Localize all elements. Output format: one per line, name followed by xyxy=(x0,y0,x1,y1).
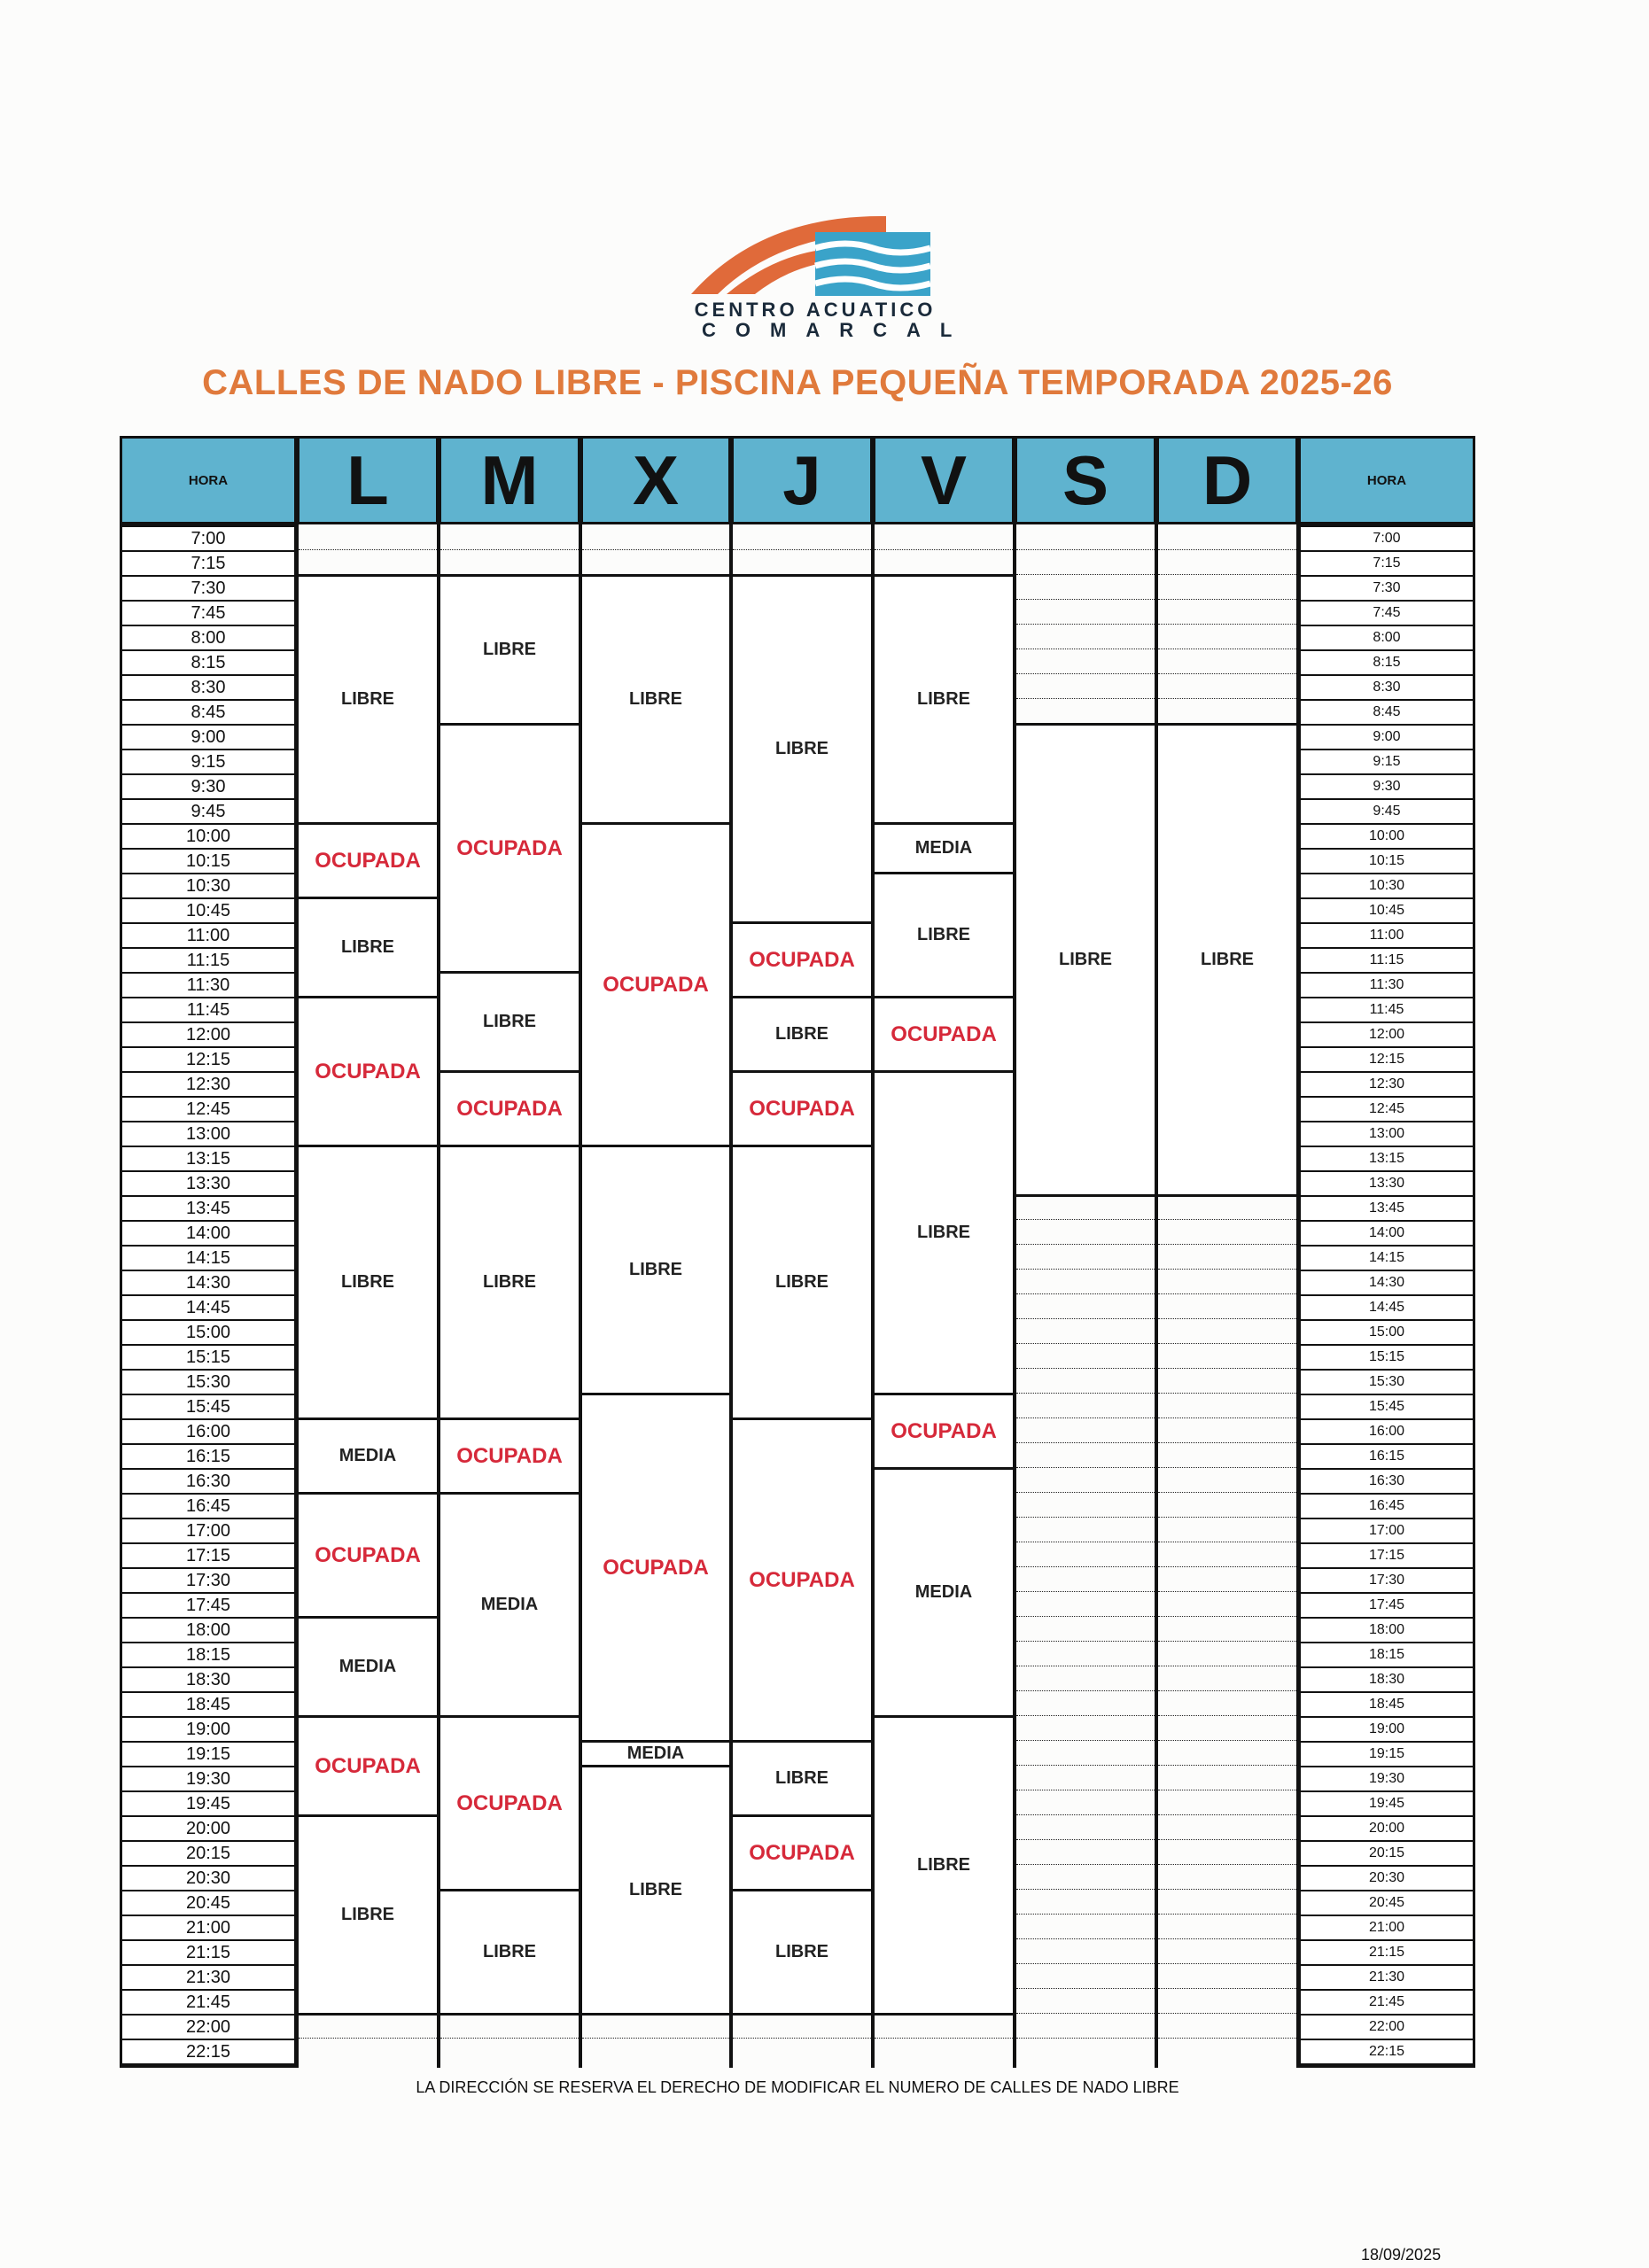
empty-slot-line xyxy=(1016,1963,1155,1964)
empty-slot-line xyxy=(1158,1566,1296,1567)
time-slot: 20:30 xyxy=(1301,1867,1473,1891)
time-slot: 15:00 xyxy=(1301,1321,1473,1346)
empty-slot-line xyxy=(1016,1988,1155,1989)
empty-slot-line xyxy=(1016,1442,1155,1443)
time-slot: 17:30 xyxy=(122,1569,294,1594)
time-slot: 14:00 xyxy=(122,1222,294,1247)
time-slot: 7:45 xyxy=(1301,602,1473,626)
footer-note: LA DIRECCIÓN SE RESERVA EL DERECHO DE MODIFICAR EL NUMERO DE CALLES DE NADO LIBRE xyxy=(416,2078,1179,2096)
time-slot: 12:30 xyxy=(1301,1073,1473,1098)
time-slot: 17:15 xyxy=(1301,1544,1473,1569)
empty-slot-line xyxy=(1016,1492,1155,1493)
empty-slot-line xyxy=(1158,1864,1296,1865)
time-slot: 15:30 xyxy=(1301,1371,1473,1395)
empty-slot-line xyxy=(1016,1690,1155,1691)
slot-ocupada: OCUPADA xyxy=(733,1814,871,1891)
slot-libre: LIBRE xyxy=(733,1145,871,1420)
empty-slot-line xyxy=(1016,1715,1155,1716)
empty-slot-line xyxy=(1158,1715,1296,1716)
time-slot: 15:00 xyxy=(122,1321,294,1346)
slot-libre: LIBRE xyxy=(299,1145,437,1420)
time-slot: 17:00 xyxy=(122,1519,294,1544)
time-slot: 21:00 xyxy=(122,1916,294,1941)
empty-slot-line xyxy=(1158,1517,1296,1518)
slot-libre: LIBRE xyxy=(733,574,871,924)
empty-slot-line xyxy=(1158,1244,1296,1245)
slot-libre: LIBRE xyxy=(440,971,579,1073)
time-slot: 18:45 xyxy=(122,1693,294,1718)
slot-libre: LIBRE xyxy=(733,996,871,1073)
time-slot: 18:00 xyxy=(1301,1619,1473,1643)
empty-slot-line xyxy=(1016,1641,1155,1642)
empty-slot-line xyxy=(1158,1914,1296,1915)
time-slot: 18:15 xyxy=(122,1643,294,1668)
empty-slot-line xyxy=(1158,1318,1296,1319)
time-slot: 14:30 xyxy=(122,1271,294,1296)
logo-line1: CENTRO ACUATICO xyxy=(694,299,937,321)
time-slot: 19:45 xyxy=(1301,1792,1473,1817)
time-slot: 12:30 xyxy=(122,1073,294,1098)
empty-slot-line xyxy=(1158,698,1296,699)
time-slot: 12:45 xyxy=(1301,1098,1473,1122)
slot-media: MEDIA xyxy=(875,822,1013,874)
empty-slot-line xyxy=(1158,1616,1296,1617)
time-slot: 15:15 xyxy=(122,1346,294,1371)
time-slot: 16:15 xyxy=(1301,1445,1473,1470)
time-slot: 12:45 xyxy=(122,1098,294,1122)
empty-slot-line xyxy=(1016,1889,1155,1890)
time-slot: 18:45 xyxy=(1301,1693,1473,1718)
time-slot: 13:15 xyxy=(1301,1147,1473,1172)
slot-ocupada: OCUPADA xyxy=(875,1393,1013,1470)
empty-slot-line xyxy=(1158,2038,1296,2039)
time-slot: 9:45 xyxy=(1301,800,1473,825)
empty-slot-line xyxy=(1158,1814,1296,1815)
slot-ocupada: OCUPADA xyxy=(299,996,437,1147)
time-slot: 20:00 xyxy=(122,1817,294,1842)
slot-media: MEDIA xyxy=(875,1467,1013,1718)
header-day-s: S xyxy=(1015,436,1156,524)
time-slot: 11:15 xyxy=(122,949,294,974)
time-slot: 13:00 xyxy=(1301,1122,1473,1147)
time-slot: 10:30 xyxy=(122,874,294,899)
header-day-l: L xyxy=(297,436,439,524)
time-slot: 19:15 xyxy=(122,1743,294,1767)
empty-slot-line xyxy=(1158,1740,1296,1741)
slot-libre: LIBRE xyxy=(582,1765,729,2016)
empty-slot-line xyxy=(1158,1591,1296,1592)
time-slot: 21:30 xyxy=(1301,1966,1473,1991)
time-slot: 11:00 xyxy=(1301,924,1473,949)
empty-slot-line xyxy=(875,549,1013,550)
time-slot: 14:00 xyxy=(1301,1222,1473,1247)
time-slot: 9:30 xyxy=(1301,775,1473,800)
slot-libre: LIBRE xyxy=(875,872,1013,998)
empty-slot-line xyxy=(1158,1467,1296,1468)
time-slot: 11:15 xyxy=(1301,949,1473,974)
slot-libre: LIBRE xyxy=(875,1715,1013,2016)
time-slot: 18:30 xyxy=(1301,1668,1473,1693)
day-column-l xyxy=(297,524,439,2068)
empty-slot-line xyxy=(582,2038,729,2039)
empty-slot-line xyxy=(1158,1765,1296,1766)
time-slot: 15:45 xyxy=(122,1395,294,1420)
empty-slot-line xyxy=(1158,1393,1296,1394)
time-slot: 8:45 xyxy=(122,701,294,726)
logo-line2: COMARCAL xyxy=(702,319,972,341)
time-slot: 21:45 xyxy=(122,1991,294,2016)
empty-slot-line xyxy=(1016,1591,1155,1592)
empty-slot-line xyxy=(1016,1864,1155,1865)
time-slot: 20:30 xyxy=(122,1867,294,1891)
time-slot: 15:45 xyxy=(1301,1395,1473,1420)
time-slot: 21:15 xyxy=(122,1941,294,1966)
time-slot: 11:45 xyxy=(1301,998,1473,1023)
empty-slot-line xyxy=(1158,1641,1296,1642)
time-slot: 20:45 xyxy=(1301,1891,1473,1916)
empty-slot-line xyxy=(875,2038,1013,2039)
slot-ocupada: OCUPADA xyxy=(299,1492,437,1619)
time-slot: 21:15 xyxy=(1301,1941,1473,1966)
time-slot: 9:00 xyxy=(122,726,294,750)
empty-slot-line xyxy=(1158,673,1296,674)
time-slot: 21:30 xyxy=(122,1966,294,1991)
time-slot: 22:15 xyxy=(1301,2040,1473,2065)
empty-slot-line xyxy=(1016,1368,1155,1369)
time-slot: 16:15 xyxy=(122,1445,294,1470)
time-slot: 9:30 xyxy=(122,775,294,800)
time-slot: 11:45 xyxy=(122,998,294,1023)
slot-libre: LIBRE xyxy=(299,897,437,998)
empty-slot-line xyxy=(1016,1839,1155,1840)
empty-slot-line xyxy=(1016,1219,1155,1220)
day-column-v xyxy=(873,524,1015,2068)
time-slot: 13:15 xyxy=(122,1147,294,1172)
empty-slot-line xyxy=(1158,574,1296,575)
slot-libre: LIBRE xyxy=(875,574,1013,825)
slot-media: MEDIA xyxy=(299,1418,437,1495)
time-slot: 21:45 xyxy=(1301,1991,1473,2016)
empty-slot-line xyxy=(1016,1938,1155,1939)
empty-slot-line xyxy=(1158,1269,1296,1270)
time-slot: 10:45 xyxy=(122,899,294,924)
time-slot: 19:15 xyxy=(1301,1743,1473,1767)
time-slot: 21:00 xyxy=(1301,1916,1473,1941)
empty-slot-line xyxy=(1158,599,1296,600)
time-slot: 8:15 xyxy=(122,651,294,676)
empty-slot-line xyxy=(1016,1740,1155,1741)
empty-slot-line xyxy=(1158,1343,1296,1344)
empty-slot-line xyxy=(1158,1690,1296,1691)
time-slot: 11:30 xyxy=(1301,974,1473,998)
time-slot: 17:00 xyxy=(1301,1519,1473,1544)
empty-slot-line xyxy=(1158,549,1296,550)
time-slot: 18:30 xyxy=(122,1668,294,1693)
time-slot: 9:15 xyxy=(1301,750,1473,775)
day-column-m xyxy=(439,524,580,2068)
header-day-m: M xyxy=(439,436,580,524)
empty-slot-line xyxy=(1158,1889,1296,1890)
empty-slot-line xyxy=(1158,1963,1296,1964)
time-slot: 10:45 xyxy=(1301,899,1473,924)
time-slot: 20:00 xyxy=(1301,1817,1473,1842)
slot-libre: LIBRE xyxy=(733,1740,871,1817)
empty-slot-line xyxy=(1016,1616,1155,1617)
time-slot: 9:15 xyxy=(122,750,294,775)
time-slot: 22:00 xyxy=(1301,2016,1473,2040)
empty-slot-line xyxy=(1016,2038,1155,2039)
slot-ocupada: OCUPADA xyxy=(440,1715,579,1891)
time-slot: 8:45 xyxy=(1301,701,1473,726)
empty-slot-line xyxy=(1016,1343,1155,1344)
empty-slot-line xyxy=(1016,1244,1155,1245)
time-slot: 10:00 xyxy=(1301,825,1473,850)
time-slot: 20:15 xyxy=(122,1842,294,1867)
slot-libre: LIBRE xyxy=(440,1889,579,2016)
time-slot: 10:30 xyxy=(1301,874,1473,899)
empty-slot-line xyxy=(1016,1517,1155,1518)
time-slot: 16:00 xyxy=(122,1420,294,1445)
empty-slot-line xyxy=(1158,1988,1296,1989)
empty-slot-line xyxy=(1158,1219,1296,1220)
slot-ocupada: OCUPADA xyxy=(440,1070,579,1147)
empty-slot-line xyxy=(1158,2013,1296,2014)
slot-ocupada: OCUPADA xyxy=(733,921,871,998)
day-column-d xyxy=(1156,524,1298,2068)
header-hora-left: HORA xyxy=(120,436,297,524)
time-slot: 7:15 xyxy=(122,552,294,577)
time-slot: 17:15 xyxy=(122,1544,294,1569)
slot-ocupada: OCUPADA xyxy=(733,1070,871,1147)
slot-ocupada: OCUPADA xyxy=(299,1715,437,1817)
day-column-j xyxy=(731,524,873,2068)
empty-slot-line xyxy=(1016,1765,1155,1766)
time-slot: 17:45 xyxy=(122,1594,294,1619)
time-slot: 15:30 xyxy=(122,1371,294,1395)
time-slot: 16:00 xyxy=(1301,1420,1473,1445)
day-column-s xyxy=(1015,524,1156,2068)
slot-libre: LIBRE xyxy=(440,1145,579,1420)
slot-libre: LIBRE xyxy=(582,1145,729,1395)
time-slot: 12:15 xyxy=(122,1048,294,1073)
time-slot: 16:45 xyxy=(122,1495,294,1519)
time-slot: 16:45 xyxy=(1301,1495,1473,1519)
time-slot: 12:00 xyxy=(1301,1023,1473,1048)
time-slot: 7:15 xyxy=(1301,552,1473,577)
empty-slot-line xyxy=(1016,599,1155,600)
empty-slot-line xyxy=(1158,1839,1296,1840)
time-slot: 19:30 xyxy=(122,1767,294,1792)
document-date: 18/09/2025 xyxy=(1361,2246,1442,2264)
slot-libre: LIBRE xyxy=(440,574,579,726)
time-slot: 11:30 xyxy=(122,974,294,998)
time-slot: 8:00 xyxy=(1301,626,1473,651)
time-slot: 18:15 xyxy=(1301,1643,1473,1668)
time-slot: 20:45 xyxy=(122,1891,294,1916)
header-day-v: V xyxy=(873,436,1015,524)
time-slot: 14:45 xyxy=(1301,1296,1473,1321)
time-slot: 14:15 xyxy=(122,1247,294,1271)
time-slot: 22:00 xyxy=(122,2016,294,2040)
empty-slot-line xyxy=(1016,673,1155,674)
time-slot: 14:30 xyxy=(1301,1271,1473,1296)
empty-slot-line xyxy=(1016,1393,1155,1394)
time-slot: 19:00 xyxy=(1301,1718,1473,1743)
time-slot: 17:45 xyxy=(1301,1594,1473,1619)
time-slot: 13:30 xyxy=(122,1172,294,1197)
header-day-j: J xyxy=(731,436,873,524)
time-slot: 19:00 xyxy=(122,1718,294,1743)
empty-slot-line xyxy=(440,2038,579,2039)
empty-slot-line xyxy=(733,2038,871,2039)
empty-slot-line xyxy=(299,549,437,550)
time-slot: 13:30 xyxy=(1301,1172,1473,1197)
time-slot: 8:30 xyxy=(122,676,294,701)
time-slot: 22:15 xyxy=(122,2040,294,2065)
empty-slot-line xyxy=(1016,1914,1155,1915)
time-slot: 10:15 xyxy=(1301,850,1473,874)
time-slot: 13:45 xyxy=(122,1197,294,1222)
empty-slot-line xyxy=(1158,624,1296,625)
slot-ocupada: OCUPADA xyxy=(875,996,1013,1073)
empty-slot-line xyxy=(1158,1938,1296,1939)
time-slot: 15:15 xyxy=(1301,1346,1473,1371)
empty-slot-line xyxy=(1016,1318,1155,1319)
empty-slot-line xyxy=(1016,549,1155,550)
time-slot: 10:15 xyxy=(122,850,294,874)
time-slot: 13:00 xyxy=(122,1122,294,1147)
slot-libre: LIBRE xyxy=(1016,723,1155,1197)
time-slot: 8:30 xyxy=(1301,676,1473,701)
time-column-right xyxy=(1298,524,1475,2068)
slot-ocupada: OCUPADA xyxy=(582,1393,729,1743)
slot-ocupada: OCUPADA xyxy=(440,723,579,974)
slot-libre: LIBRE xyxy=(299,574,437,825)
slot-ocupada: OCUPADA xyxy=(733,1418,871,1743)
empty-slot-line xyxy=(1016,1293,1155,1294)
empty-slot-line xyxy=(1016,624,1155,625)
time-slot: 7:30 xyxy=(1301,577,1473,602)
time-slot: 12:00 xyxy=(122,1023,294,1048)
time-slot: 9:45 xyxy=(122,800,294,825)
slot-ocupada: OCUPADA xyxy=(582,822,729,1147)
time-slot: 19:30 xyxy=(1301,1767,1473,1792)
time-slot: 16:30 xyxy=(1301,1470,1473,1495)
empty-slot-line xyxy=(582,549,729,550)
slot-libre: LIBRE xyxy=(875,1070,1013,1395)
time-slot: 9:00 xyxy=(1301,726,1473,750)
slot-libre: LIBRE xyxy=(1158,723,1296,1197)
slot-media: MEDIA xyxy=(582,1740,729,1767)
empty-slot-line xyxy=(1016,1814,1155,1815)
slot-ocupada: OCUPADA xyxy=(440,1418,579,1495)
header-hora-right: HORA xyxy=(1298,436,1475,524)
time-slot: 12:15 xyxy=(1301,1048,1473,1073)
empty-slot-line xyxy=(1016,2013,1155,2014)
empty-slot-line xyxy=(1016,1566,1155,1567)
header-day-x: X xyxy=(580,436,731,524)
empty-slot-line xyxy=(299,2038,437,2039)
time-slot: 14:15 xyxy=(1301,1247,1473,1271)
empty-slot-line xyxy=(1158,1492,1296,1493)
time-slot: 7:30 xyxy=(122,577,294,602)
time-slot: 7:45 xyxy=(122,602,294,626)
empty-slot-line xyxy=(1158,1442,1296,1443)
page-title: CALLES DE NADO LIBRE - PISCINA PEQUEÑA TEMPORADA 2025-26 xyxy=(202,363,1393,402)
day-column-x xyxy=(580,524,731,2068)
time-slot: 17:30 xyxy=(1301,1569,1473,1594)
slot-libre: LIBRE xyxy=(582,574,729,825)
empty-slot-line xyxy=(733,549,871,550)
empty-slot-line xyxy=(1158,1368,1296,1369)
time-slot: 18:00 xyxy=(122,1619,294,1643)
slot-media: MEDIA xyxy=(440,1492,579,1718)
time-slot: 8:00 xyxy=(122,626,294,651)
slot-libre: LIBRE xyxy=(299,1814,437,2016)
time-slot: 7:00 xyxy=(122,527,294,552)
empty-slot-line xyxy=(1016,574,1155,575)
time-slot: 8:15 xyxy=(1301,651,1473,676)
empty-slot-line xyxy=(440,549,579,550)
time-slot: 16:30 xyxy=(122,1470,294,1495)
header-day-d: D xyxy=(1156,436,1298,524)
time-slot: 11:00 xyxy=(122,924,294,949)
empty-slot-line xyxy=(1016,698,1155,699)
time-slot: 20:15 xyxy=(1301,1842,1473,1867)
slot-media: MEDIA xyxy=(299,1616,437,1718)
time-column-left xyxy=(120,524,297,2068)
time-slot: 10:00 xyxy=(122,825,294,850)
slot-ocupada: OCUPADA xyxy=(299,822,437,899)
empty-slot-line xyxy=(1158,1293,1296,1294)
time-slot: 19:45 xyxy=(122,1792,294,1817)
time-slot: 14:45 xyxy=(122,1296,294,1321)
empty-slot-line xyxy=(1016,1269,1155,1270)
empty-slot-line xyxy=(1016,1467,1155,1468)
slot-libre: LIBRE xyxy=(733,1889,871,2016)
time-slot: 13:45 xyxy=(1301,1197,1473,1222)
time-slot: 7:00 xyxy=(1301,527,1473,552)
